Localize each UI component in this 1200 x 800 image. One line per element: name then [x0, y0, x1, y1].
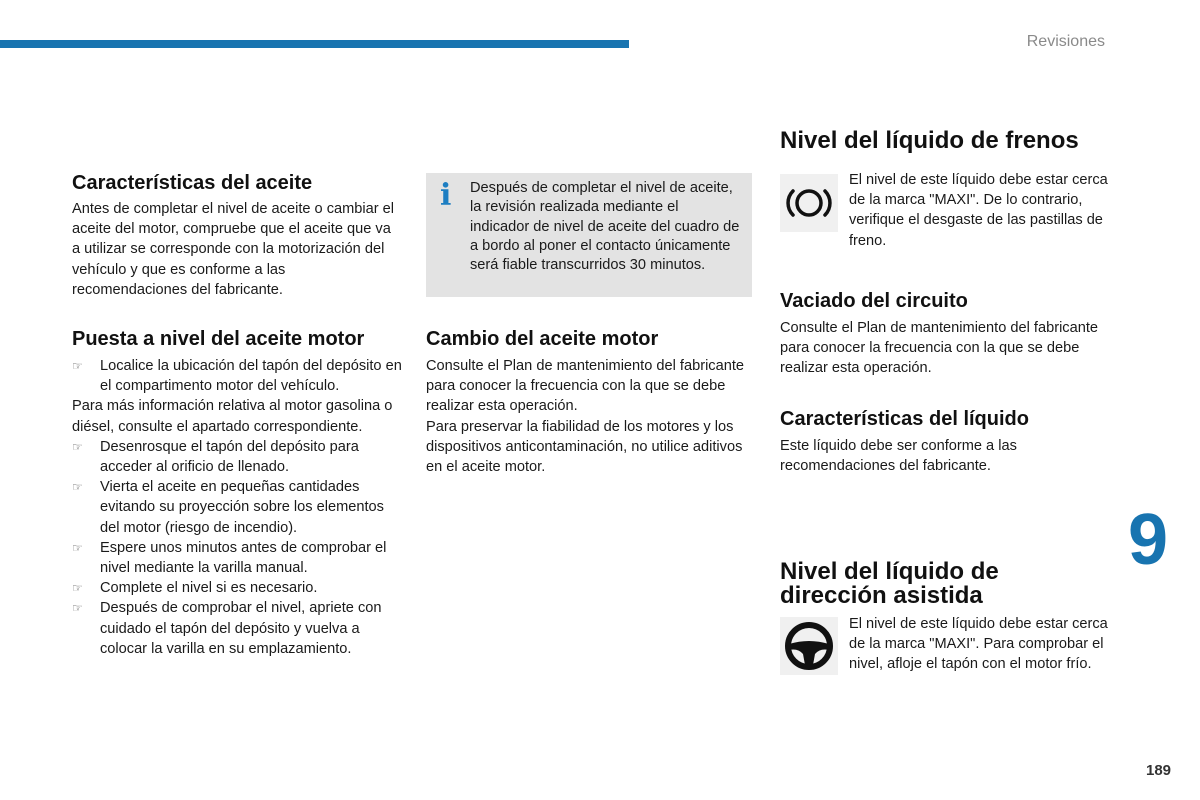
fluid-characteristics-text: Este líquido debe ser conforme a las recomendaciones del fabricante. [780, 438, 1017, 475]
oil-change-section [426, 327, 744, 477]
list-item: ☞ Complete el nivel si es necesario. [72, 578, 402, 598]
oil-topup-section [72, 327, 402, 659]
fluid-characteristics-section [780, 407, 1110, 476]
list-item: ☞ Vierta el aceite en pequeñas cantidades evitando su proyección sobre los elementos del motor (riesgo de incendio). [72, 479, 384, 536]
power-steering-text: El nivel de este líquido debe estar cerca de la marca "MAXI". Para comprobar el nivel, afloje el tapón con el motor frío. [849, 616, 1108, 673]
fluid-characteristics-heading: Características del líquido [780, 408, 1029, 430]
oil-change-heading: Cambio del aceite motor [426, 328, 659, 350]
steering-wheel-icon [780, 617, 838, 675]
brake-fluid-text: El nivel de este líquido debe estar cerca de la marca "MAXI". De lo contrario, verifique el desgaste de las pastillas de freno. [849, 172, 1108, 249]
oil-topup-steps [72, 356, 402, 396]
oil-topup-heading: Puesta a nivel del aceite motor [72, 328, 365, 350]
pointing-hand-icon: ☞ [72, 439, 83, 454]
info-box-text: Después de completar el nivel de aceite, la revisión realizada mediante el indicador de nivel de aceite del cuadro de a bordo al poner el contacto únicamente será fiable transcurridos 30 minutos. [470, 180, 740, 274]
pointing-hand-icon: ☞ [72, 480, 83, 495]
oil-characteristics-section [72, 171, 402, 300]
brake-fluid-section [780, 129, 1110, 153]
pointing-hand-icon: ☞ [72, 540, 83, 555]
header-accent-bar [0, 40, 629, 48]
pointing-hand-icon: ☞ [72, 359, 83, 373]
power-steering-heading-line1: Nivel del líquido de [780, 558, 999, 585]
page-number: 189 [1146, 762, 1172, 779]
list-item: ☞ Espere unos minutos antes de comprobar el nivel mediante la varilla manual. [72, 539, 387, 577]
circuit-drain-heading: Vaciado del circuito [780, 290, 968, 312]
section-title: Revisiones [1026, 33, 1105, 50]
power-steering-heading-line2: dirección asistida [780, 582, 983, 609]
circuit-drain-section [780, 289, 1110, 379]
pointing-hand-icon: ☞ [72, 581, 83, 596]
circuit-drain-text: Consulte el Plan de mantenimiento del fabricante para conocer la frecuencia con la que se debe realizar esta operación. [780, 320, 1099, 377]
oil-characteristics-heading: Características del aceite [72, 172, 313, 194]
list-item: ☞ Después de comprobar el nivel, apriete con cuidado el tapón del depósito y vuelva a colocar la varilla en su emplazamiento. [72, 600, 382, 657]
oil-change-additives-text: Para preservar la fiabilidad de los motores y los dispositivos anticontaminación, no utilice aditivos en el aceite motor. [426, 418, 743, 476]
list-item: ☞ Localice la ubicación del tapón del depósito en el compartimento motor del vehículo. [72, 358, 402, 395]
info-box [426, 173, 752, 297]
info-icon: i [440, 178, 452, 213]
power-steering-section [780, 560, 1110, 608]
oil-topup-note: Para más información relativa al motor gasolina o diésel, consulte el apartado correspondiente. [72, 398, 393, 435]
oil-change-text: Consulte el Plan de mantenimiento del fabricante para conocer la frecuencia con la que se debe realizar esta operación. [426, 358, 745, 415]
brake-fluid-heading: Nivel del líquido de frenos [780, 127, 1079, 154]
pointing-hand-icon: ☞ [72, 601, 83, 616]
chapter-number: 9 [1128, 500, 1169, 580]
brake-warning-icon [780, 174, 838, 232]
oil-topup-steps-continued [72, 437, 402, 659]
oil-characteristics-text: Antes de completar el nivel de aceite o cambiar el aceite del motor, compruebe que el aceite que va a utilizar se corresponde con la motorización del vehículo y que es conforme a las recomendaciones del fabricante. [72, 201, 395, 298]
list-item: ☞ Desenrosque el tapón del depósito para acceder al orificio de llenado. [72, 438, 359, 476]
